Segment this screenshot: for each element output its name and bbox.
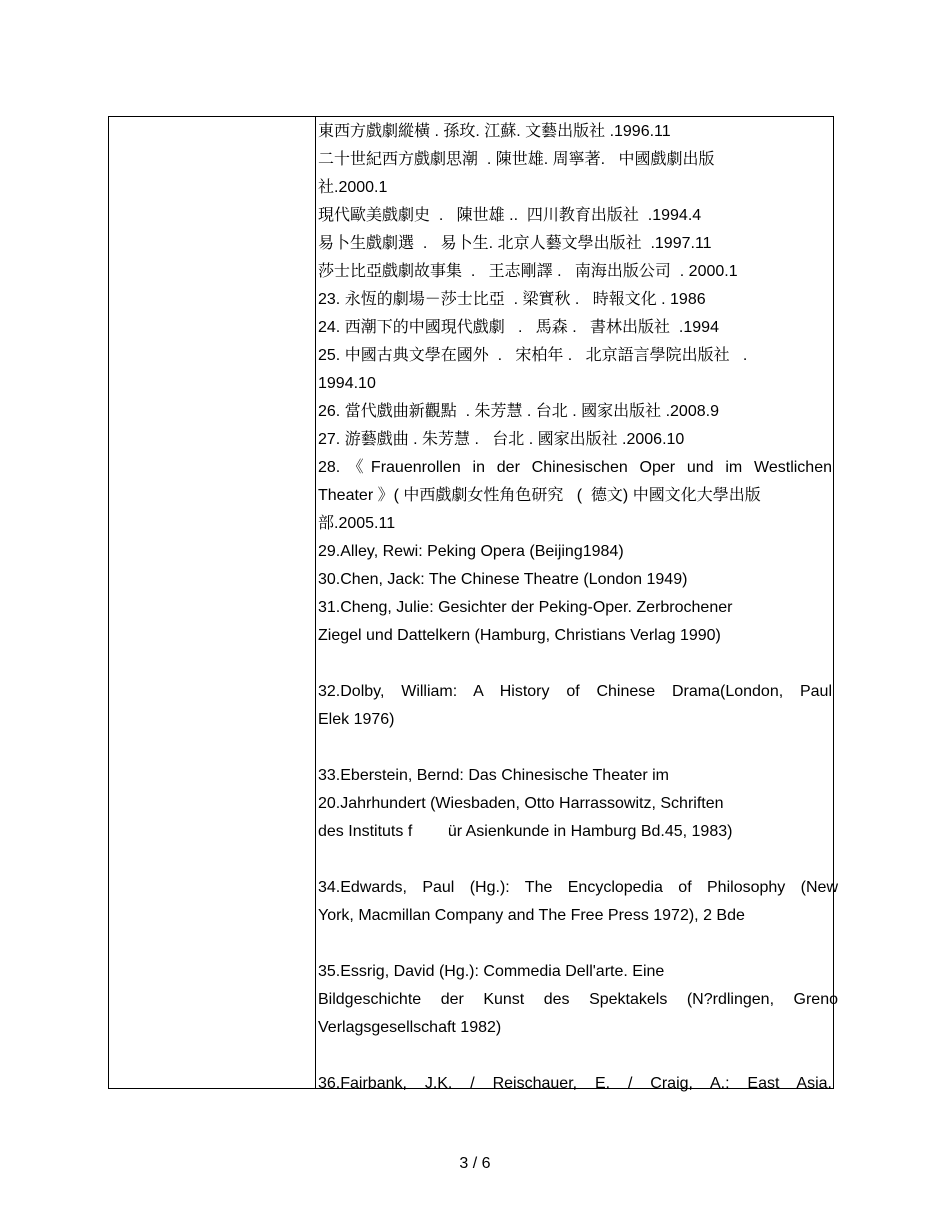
reference-line: Theater 》( 中西戲劇女性角色研究 ( 德文) 中國文化大學出版 bbox=[318, 487, 761, 504]
blank-line bbox=[318, 1042, 840, 1070]
reference-line: 25. 中國古典文學在國外 . 宋柏年 . 北京語言學院出版社 . bbox=[318, 347, 748, 364]
reference-line: 20.Jahrhundert (Wiesbaden, Otto Harrassowitz, Schriften bbox=[318, 795, 724, 812]
reference-line: 34.Edwards, Paul (Hg.): The Encyclopedia of Philosophy (New bbox=[318, 879, 838, 896]
reference-line: 部.2005.11 bbox=[318, 515, 396, 532]
reference-line: 二十世紀西方戲劇思潮 . 陳世雄. 周寧著. 中國戲劇出版 bbox=[318, 151, 715, 168]
reference-list bbox=[318, 118, 840, 1098]
reference-line: 26. 當代戲曲新觀點 . 朱芳慧 . 台北 . 國家出版社 .2008.9 bbox=[318, 403, 719, 420]
reference-line: 易卜生戲劇選 . 易卜生. 北京人藝文學出版社 .1997.11 bbox=[318, 235, 712, 252]
reference-line: 23. 永恆的劇場－莎士比亞 . 梁實秋 . 時報文化 . 1986 bbox=[318, 291, 706, 308]
blank-line bbox=[318, 650, 840, 678]
blank-line bbox=[318, 846, 840, 874]
reference-line: 30.Chen, Jack: The Chinese Theatre (London 1949) bbox=[318, 571, 688, 588]
table-column-divider bbox=[315, 116, 316, 1089]
reference-line: 36.Fairbank, J.K. / Reischauer, E. / Craig, A.: East Asia. bbox=[318, 1075, 832, 1092]
reference-line: 29.Alley, Rewi: Peking Opera (Beijing1984) bbox=[318, 543, 624, 560]
reference-line: Bildgeschichte der Kunst des Spektakels (N?rdlingen, Greno bbox=[318, 991, 838, 1008]
reference-line: 35.Essrig, David (Hg.): Commedia Dell'arte. Eine bbox=[318, 963, 665, 980]
reference-line: 社.2000.1 bbox=[318, 179, 388, 196]
reference-line: 東西方戲劇縱橫 . 孫玫. 江蘇. 文藝出版社 .1996.11 bbox=[318, 123, 671, 140]
reference-line: 33.Eberstein, Bernd: Das Chinesische Theater im bbox=[318, 767, 669, 784]
reference-line: des Instituts f ür Asienkunde in Hamburg Bd.45, 1983) bbox=[318, 823, 733, 840]
reference-line: 現代歐美戲劇史 . 陳世雄 .. 四川教育出版社 .1994.4 bbox=[318, 207, 702, 224]
blank-line bbox=[318, 930, 840, 958]
blank-line bbox=[318, 734, 840, 762]
reference-line: Ziegel und Dattelkern (Hamburg, Christians Verlag 1990) bbox=[318, 627, 721, 644]
reference-line: 莎士比亞戲劇故事集 . 王志剛譯 . 南海出版公司 . 2000.1 bbox=[318, 263, 738, 280]
reference-line: Verlagsgesellschaft 1982) bbox=[318, 1019, 502, 1036]
reference-line: 28.《Frauenrollen in der Chinesischen Oper und im Westlichen bbox=[318, 459, 832, 476]
reference-line: 1994.10 bbox=[318, 375, 376, 392]
reference-line: Elek 1976) bbox=[318, 711, 395, 728]
reference-line: 24. 西潮下的中國現代戲劇 . 馬森 . 書林出版社 .1994 bbox=[318, 319, 719, 336]
reference-line: 31.Cheng, Julie: Gesichter der Peking-Oper. Zerbrochener bbox=[318, 599, 733, 616]
reference-line: 27. 游藝戲曲 . 朱芳慧 . 台北 . 國家出版社 .2006.10 bbox=[318, 431, 685, 448]
reference-line: York, Macmillan Company and The Free Press 1972), 2 Bde bbox=[318, 907, 745, 924]
reference-line: 32.Dolby, William: A History of Chinese Drama(London, Paul bbox=[318, 683, 832, 700]
page-number: 3 / 6 bbox=[459, 1155, 491, 1172]
